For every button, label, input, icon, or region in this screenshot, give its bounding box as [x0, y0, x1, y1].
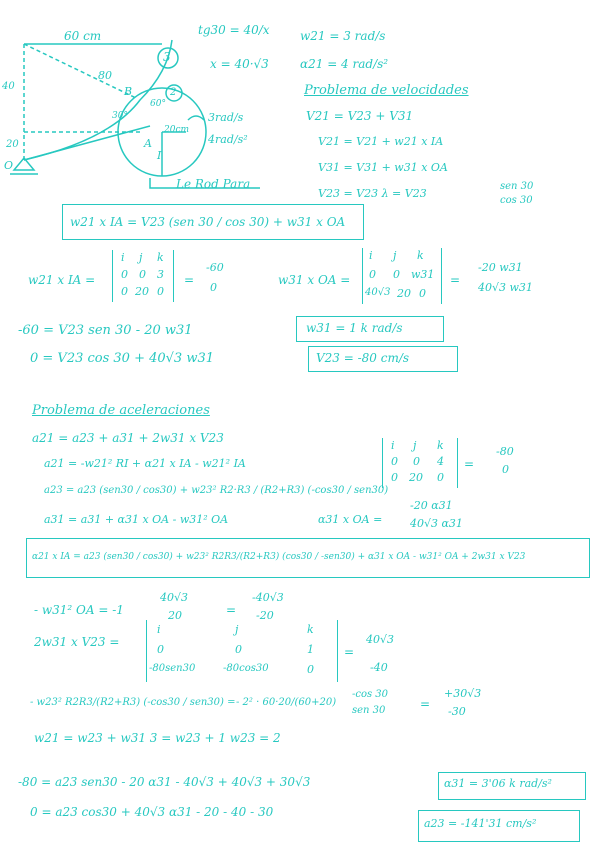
c2-result-bottom: -40: [370, 661, 388, 674]
v31-substitution: V31 = V31 + w31 x OA: [318, 161, 448, 174]
det-cell: -80cos30: [223, 663, 269, 674]
det-cell: k: [157, 251, 164, 264]
det-cell: w31: [411, 268, 435, 281]
v23-vec-top: sen 30: [500, 181, 534, 192]
alpha-text: 4rad/s²: [208, 133, 248, 146]
det-cell: 0: [121, 285, 128, 298]
v21-substitution: V21 = V21 + w21 x IA: [318, 135, 444, 148]
cross2-lhs: w31 x OA =: [278, 273, 351, 287]
point-i-label: I: [157, 149, 162, 162]
label-3: 3: [163, 50, 171, 64]
diagram-caption: Le Rod Para: [176, 177, 251, 191]
alpha31-cross-lhs: α31 x OA =: [318, 513, 383, 526]
alpha31-vec-bottom: 40√3 α31: [410, 517, 463, 530]
angle-30-label: 30°: [112, 111, 128, 121]
acc-det-result-bottom: 0: [502, 463, 509, 476]
det-cell: 0: [307, 663, 314, 676]
det-cell: i: [391, 439, 395, 452]
acc-det-result-top: -80: [496, 445, 514, 458]
dim-60-label: 60 cm: [64, 29, 102, 43]
det-cell: 4: [437, 455, 444, 468]
c1-vec1-bottom: 20: [168, 609, 182, 622]
det-cell: 0: [391, 471, 398, 484]
angle-60-label: 60°: [150, 99, 166, 109]
final-system-eq1: -80 = a23 sen30 - 20 α31 - 40√3 + 40√3 + 30√3: [18, 775, 311, 789]
c3-result-top: +30√3: [444, 687, 482, 700]
det-cell: 40√3: [365, 287, 391, 298]
det-cell: 0: [121, 268, 128, 281]
det-cell: k: [417, 249, 424, 262]
det-cell: 0: [391, 455, 398, 468]
c3-vec-top: -cos 30: [352, 689, 389, 700]
det-cell: 0: [235, 643, 242, 656]
cross2-result-top: -20 w31: [478, 261, 523, 274]
det-cell: j: [235, 623, 239, 636]
det-cell: -80sen30: [149, 663, 196, 674]
link-oa: [24, 126, 150, 160]
acceleration-title: Problema de aceleraciones: [32, 403, 210, 418]
det-cell: k: [307, 623, 314, 636]
velocity-boxed-text: w21 x IA = V23 (sen 30 / cos 30) + w31 x OA: [70, 215, 346, 229]
answer-w31: w31 = 1 k rad/s: [306, 321, 403, 335]
det-cell: 0: [157, 643, 164, 656]
cross2-result-bottom: 40√3 w31: [478, 281, 533, 294]
tan-equation: tg30 = 40/x: [198, 23, 270, 37]
det-cell: j: [393, 249, 397, 262]
det-cell: 0: [157, 285, 164, 298]
c2-result-top: 40√3: [366, 633, 395, 646]
acceleration-line3: a31 = a31 + α31 x OA - w31² OA: [44, 513, 229, 526]
c3-result-bottom: -30: [448, 705, 466, 718]
dim-40-label: 40: [2, 81, 15, 92]
dashed-diagonal: [24, 44, 136, 98]
det-cell: 0: [139, 268, 146, 281]
cross1-determinant: [112, 250, 174, 302]
dim-20-label: 20: [6, 139, 19, 150]
acc-determinant: [382, 438, 458, 488]
det-cell: i: [157, 623, 161, 636]
det-cell: 20: [397, 287, 411, 300]
cross1-lhs: w21 x IA =: [28, 273, 96, 287]
det-cell: 3: [157, 268, 164, 281]
equals-sign: =: [184, 273, 195, 287]
v23-substitution: V23 = V23 λ = V23: [318, 187, 427, 200]
omega-text: 3rad/s: [208, 111, 244, 124]
det-cell: k: [437, 439, 444, 452]
w21-value: w21 = 3 rad/s: [300, 29, 386, 43]
cross1-result-bottom: 0: [210, 281, 217, 294]
point-b-label: B: [124, 85, 133, 98]
det-cell: 0: [437, 471, 444, 484]
omega-relation: w21 = w23 + w31 3 = w23 + 1 w23 = 2: [34, 731, 281, 745]
final-system-eq2: 0 = a23 cos30 + 40√3 α31 - 20 - 40 - 30: [30, 805, 274, 819]
c3-middle: - 2² · 60·20/(60+20): [236, 697, 337, 708]
det-cell: j: [139, 251, 143, 264]
velocity-system-eq1: -60 = V23 sen 30 - 20 w31: [18, 323, 193, 338]
acceleration-boxed-text: α21 x IA = a23 (sen30 / cos30) + w23² R2R3/(R2+R3) (cos30 / -sen30) + α31 x OA - w31² OA + 2w31 x V23: [32, 552, 526, 562]
c1-vec2-top: -40√3: [252, 591, 284, 604]
equals-sign: =: [226, 603, 237, 617]
v23-vec-bottom: cos 30: [500, 195, 533, 206]
c1-vec1-top: 40√3: [160, 591, 189, 604]
det-cell: j: [413, 439, 417, 452]
det-cell: 0: [369, 268, 376, 281]
equals-sign: =: [464, 457, 475, 471]
point-a-label: A: [144, 137, 152, 150]
answer-a23: a23 = -141'31 cm/s²: [424, 817, 537, 830]
c3-lhs: - w23² R2R3/(R2+R3) (-cos30 / sen30) =: [30, 697, 236, 708]
label-2: 2: [170, 87, 177, 98]
c2-determinant: [146, 620, 338, 682]
det-cell: 0: [419, 287, 426, 300]
acceleration-line2: a23 = a23 (sen30 / cos30) + w23² R2·R3 / (R2+R3) (-cos30 / sen30): [44, 485, 389, 496]
c3-vec-bottom: sen 30: [352, 705, 386, 716]
det-cell: 1: [307, 643, 314, 656]
velocity-title: Problema de velocidades: [304, 83, 469, 98]
v21-equation: V21 = V23 + V31: [306, 109, 414, 123]
equals-sign: =: [450, 273, 461, 287]
answer-v23: V23 = -80 cm/s: [316, 351, 410, 365]
c2-lhs: 2w31 x V23 =: [34, 635, 120, 649]
answer-a31: α31 = 3'06 k rad/s²: [444, 777, 552, 790]
a21-value: α21 = 4 rad/s²: [300, 57, 389, 71]
cross2-determinant: [362, 248, 442, 304]
c1-vec2-bottom: -20: [256, 609, 274, 622]
acceleration-main-equation: a21 = a23 + a31 + 2w31 x V23: [32, 431, 224, 445]
x-equation: x = 40·√3: [210, 57, 269, 71]
dim-80-label: 80: [98, 69, 112, 82]
det-cell: i: [369, 249, 373, 262]
radius-label: 20cm: [164, 125, 190, 135]
det-cell: 20: [409, 471, 423, 484]
alpha31-vec-top: -20 α31: [410, 499, 453, 512]
det-cell: 0: [393, 268, 400, 281]
equals-sign: =: [420, 697, 431, 711]
det-cell: i: [121, 251, 125, 264]
c1-lhs: - w31² OA = -1: [34, 603, 124, 617]
omega-arrow: [188, 116, 204, 120]
det-cell: 20: [135, 285, 149, 298]
det-cell: 0: [413, 455, 420, 468]
equals-sign: =: [344, 645, 355, 659]
velocity-system-eq2: 0 = V23 cos 30 + 40√3 w31: [30, 351, 214, 366]
acceleration-line1: a21 = -w21² RI + α21 x IA - w21² IA: [44, 457, 246, 470]
cross1-result-top: -60: [206, 261, 224, 274]
point-o-label: O: [4, 159, 14, 172]
